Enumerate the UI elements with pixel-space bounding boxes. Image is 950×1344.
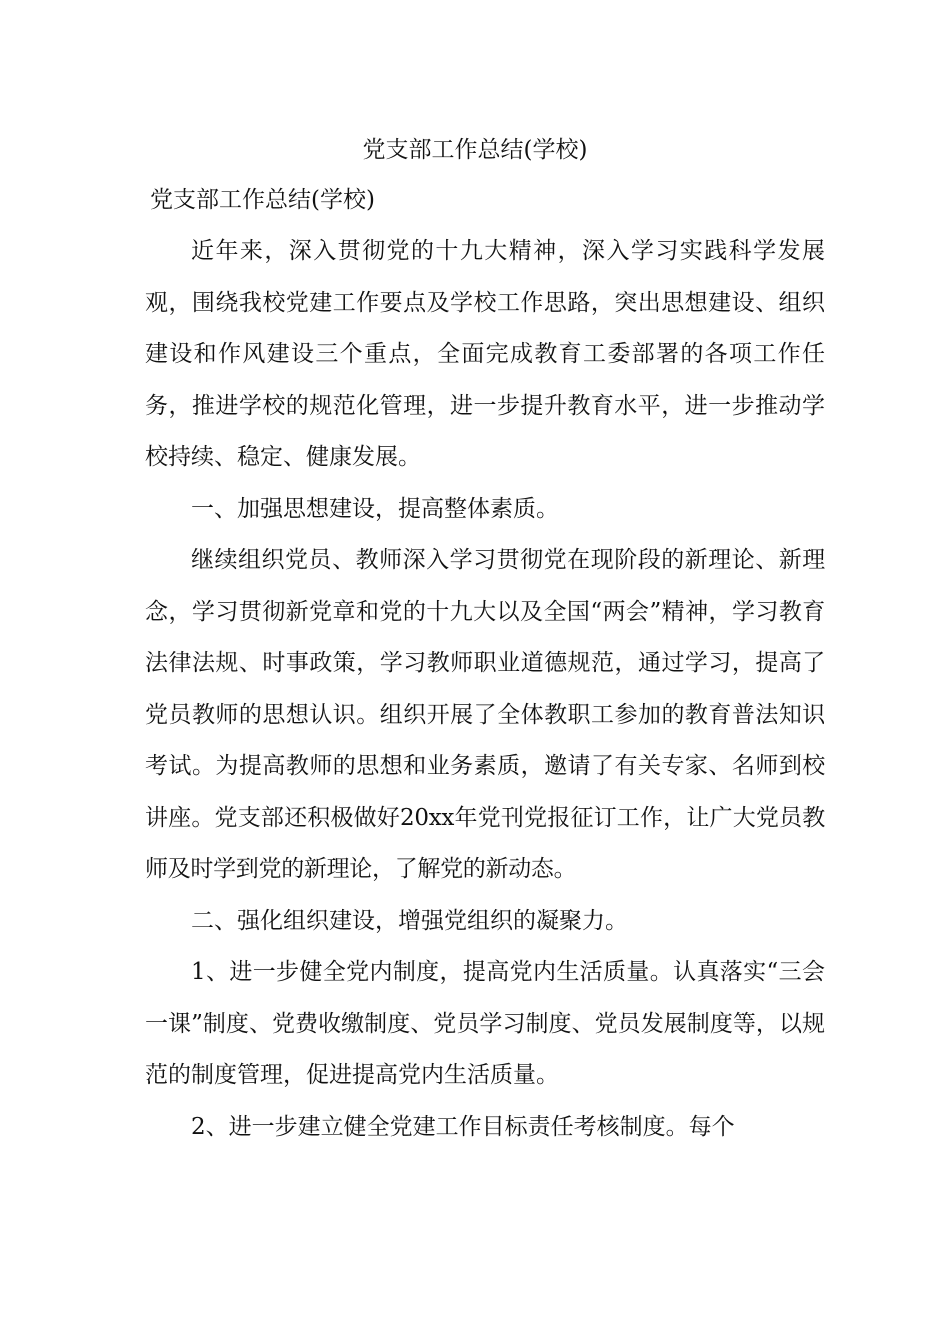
paragraph-intro: 近年来，深入贯彻党的十九大精神，深入学习实践科学发展观，围绕我校党建工作要点及学校工作思路，突出思想建设、组织建设和作风建设三个重点，全面完成教育工委部署的各项工作任务，推进学校的规范化管理，进一步提升教育水平，进一步推动学校持续、稳定、健康发展。 <box>145 238 825 470</box>
section-heading-1: 一、加强思想建设，提高整体素质。 <box>191 495 559 522</box>
section-heading-2: 二、强化组织建设，增强党组织的凝聚力。 <box>191 907 628 934</box>
paragraph-item-2: 2、进一步建立健全党建工作目标责任考核制度。每个 <box>191 1113 735 1140</box>
paragraph-section-1: 继续组织党员、教师深入学习贯彻党在现阶段的新理论、新理念，学习贯彻新党章和党的十九大以及全国“两会”精神，学习教育法律法规、时事政策，学习教师职业道德规范，通过学习，提高了党员教师的思想认识。组织开展了全体教职工参加的教育普法知识考试。为提高教师的思想和业务素质，邀请了有关专家、名师到校讲座。党支部还积极做好20xx年党刊党报征订工作，让广大党员教师及时学到党的新理论，了解党的新动态。 <box>145 547 825 882</box>
document-subtitle: 党支部工作总结(学校) <box>150 187 375 213</box>
document-body <box>145 226 825 1153</box>
paragraph-item-1: 1、进一步健全党内制度，提高党内生活质量。认真落实“三会一课”制度、党费收缴制度、党员学习制度、党员发展制度等，以规范的制度管理，促进提高党内生活质量。 <box>145 959 825 1088</box>
document-title: 党支部工作总结(学校) <box>362 137 588 163</box>
